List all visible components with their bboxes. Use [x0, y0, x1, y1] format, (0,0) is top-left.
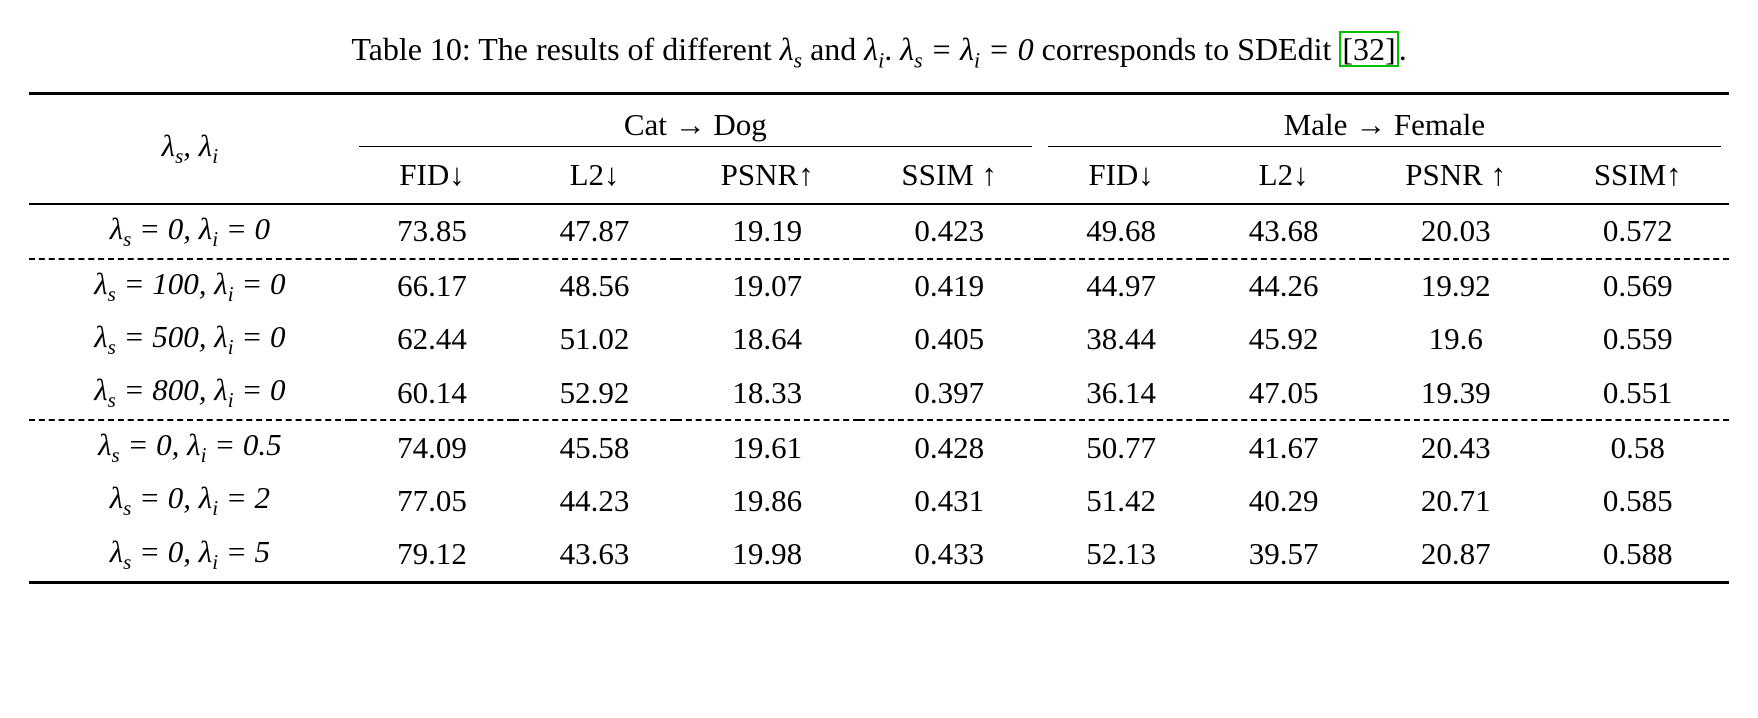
cell-value: 19.07 [676, 259, 859, 313]
cell-value: 73.85 [351, 204, 514, 259]
caption-mid2: . [884, 31, 901, 67]
cell-value: 41.67 [1202, 420, 1365, 474]
cell-value: 43.68 [1202, 204, 1365, 259]
cell-value: 74.09 [351, 420, 514, 474]
table-caption [0, 0, 1758, 92]
cell-value: 0.551 [1602, 374, 1673, 410]
cell-value: 48.56 [513, 259, 676, 313]
cell-value: 19.61 [676, 420, 859, 474]
table-row [29, 204, 1729, 259]
bottom-rule-cell [29, 582, 1729, 590]
caption-suffix: . [1398, 31, 1407, 67]
table-row [29, 528, 1729, 583]
cell-value: 0.423 [859, 204, 1040, 259]
cell-value: 77.05 [397, 483, 467, 519]
row-label: $\lambda_s = 0$, $\lambda_i = 5$ [109, 533, 271, 574]
cell-value: 45.58 [513, 420, 676, 474]
cell-value: 52.92 [559, 374, 630, 410]
cell-value: 36.14 [1086, 374, 1156, 410]
cell-value: 19.86 [732, 483, 803, 519]
row-label: $\lambda_s = 500$, $\lambda_i = 0$ [94, 318, 286, 360]
cell-value: 60.14 [397, 374, 467, 410]
caption-mid3: corresponds to SDEdit [1033, 31, 1340, 67]
column-header-fid-2: FID↓ [1088, 156, 1154, 192]
cell-value: 0.585 [1602, 483, 1673, 519]
cell-value: 19.39 [1420, 374, 1491, 410]
table-bottom-rule [29, 582, 1729, 590]
cell-value: 0.397 [914, 374, 985, 410]
row-label: $\lambda_s = 800$, $\lambda_i = 0$ [94, 372, 286, 413]
cell-value: 40.29 [1248, 483, 1319, 519]
cell-value: 20.71 [1420, 483, 1491, 519]
table-row [29, 313, 1729, 366]
cell-value: 18.64 [732, 321, 803, 357]
column-header-l2-2: L2↓ [1258, 156, 1309, 192]
table-row [29, 259, 1729, 313]
cell-value: 62.44 [397, 321, 467, 357]
cell-value: 43.63 [559, 536, 630, 572]
cell-value: 45.92 [1248, 321, 1319, 357]
cell-value: 19.6 [1428, 321, 1483, 357]
cell-value: 20.87 [1420, 536, 1491, 572]
cell-value: 47.87 [513, 204, 676, 259]
cell-value: 44.26 [1202, 259, 1365, 313]
cell-value: 79.12 [397, 536, 467, 572]
citation-link[interactable]: [32] [1339, 31, 1398, 67]
cell-value: 0.569 [1547, 259, 1729, 313]
caption-equation: $\lambda_s = \lambda_i = 0$ [900, 31, 1034, 73]
table-group-header-row [29, 93, 1729, 149]
cell-value: 47.05 [1248, 374, 1319, 410]
table-row [29, 474, 1729, 527]
cell-value: 39.57 [1248, 536, 1319, 572]
table-row [29, 420, 1729, 474]
column-header-psnr-2: PSNR ↑ [1405, 156, 1507, 192]
cell-value: 19.92 [1365, 259, 1547, 313]
cell-value: 0.431 [914, 483, 985, 519]
group-header-cat-dog: Cat → Dog [351, 93, 1040, 149]
cell-value: 50.77 [1040, 420, 1203, 474]
row-label: $\lambda_s = 100$, $\lambda_i = 0$ [29, 259, 351, 313]
group-header-male-female: Male → Female [1040, 93, 1729, 149]
column-header-l2-1: L2↓ [569, 156, 620, 192]
cell-value: 0.58 [1547, 420, 1729, 474]
cell-value: 19.19 [676, 204, 859, 259]
cell-value: 38.44 [1086, 321, 1156, 357]
caption-lambda-i: $\lambda_i$ [864, 31, 885, 73]
table-row [29, 366, 1729, 420]
row-label: $\lambda_s = 0$, $\lambda_i = 0$ [29, 204, 351, 259]
cell-value: 20.43 [1365, 420, 1547, 474]
cell-value: 20.03 [1365, 204, 1547, 259]
cell-value: 51.02 [559, 321, 630, 357]
cell-value: 0.433 [914, 536, 985, 572]
cell-value: 51.42 [1086, 483, 1156, 519]
column-header-fid-1: FID↓ [399, 156, 465, 192]
column-header-ssim-1: SSIM ↑ [901, 156, 998, 192]
cell-value: 0.428 [859, 420, 1040, 474]
column-header-psnr-1: PSNR↑ [720, 156, 814, 192]
cell-value: 0.588 [1602, 536, 1673, 572]
column-header-ssim-2: SSIM↑ [1593, 156, 1682, 192]
cell-value: 0.559 [1602, 321, 1673, 357]
cell-value: 44.97 [1040, 259, 1203, 313]
cell-value: 19.98 [732, 536, 803, 572]
row-label: $\lambda_s = 0$, $\lambda_i = 2$ [109, 480, 271, 521]
caption-prefix: Table 10: The results of different [351, 31, 780, 67]
cell-value: 66.17 [351, 259, 514, 313]
cell-value: 0.419 [859, 259, 1040, 313]
row-label: $\lambda_s = 0$, $\lambda_i = 0.5$ [29, 420, 351, 474]
cell-value: 0.405 [914, 321, 985, 357]
results-table [29, 92, 1729, 590]
caption-mid1: and [802, 31, 865, 67]
cell-value: 18.33 [732, 374, 803, 410]
cell-value: 44.23 [559, 483, 630, 519]
caption-lambda-s: $\lambda_s$ [779, 31, 803, 73]
cell-value: 49.68 [1040, 204, 1203, 259]
corner-header: $\lambda_s$, $\lambda_i$ [29, 93, 351, 204]
cell-value: 0.572 [1547, 204, 1729, 259]
cell-value: 52.13 [1086, 536, 1156, 572]
